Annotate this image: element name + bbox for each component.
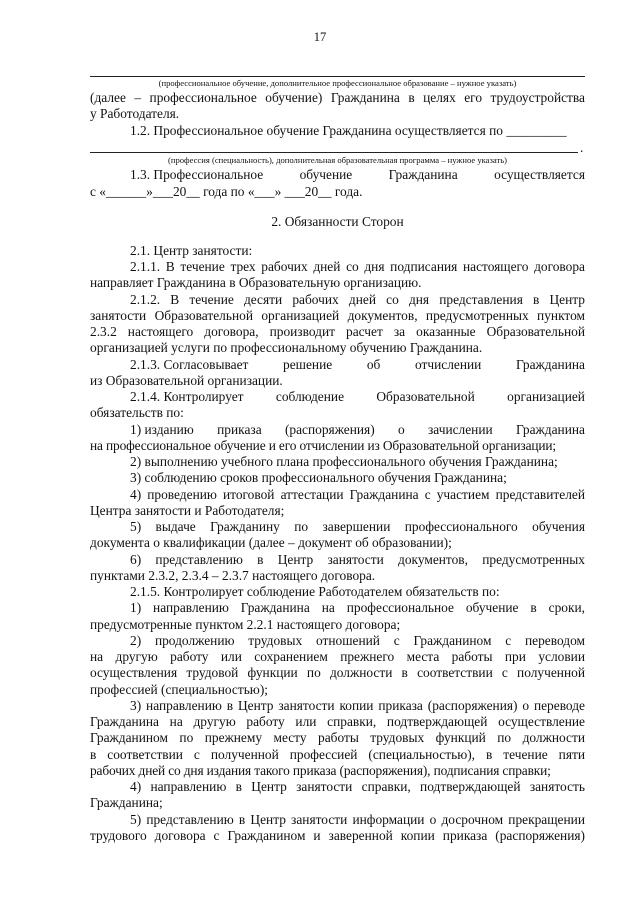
caption-education-type: (профессиональное обучение, дополнительное профессиональное образование – нужное указать) — [158, 78, 517, 88]
word: зачислении — [428, 422, 493, 437]
text-line: Гражданином по прежнему месту работы трудовых функций по должности — [90, 730, 585, 745]
text-line: предусмотренные пунктом 2.2.1 настоящего договора; — [90, 617, 401, 632]
text-line: 1) направлению Гражданина на профессиональное обучение в сроки, — [130, 600, 585, 615]
trailing-dot: . — [580, 140, 584, 155]
word: осуществляется — [494, 167, 585, 182]
text-line: 2.1.5. Контролирует соблюдение Работодателем обязательств по: — [130, 584, 500, 599]
text-line: 5) выдаче Гражданину по завершении профессионального обучения — [130, 519, 585, 534]
text-line: пунктами 2.3.2, 2.3.4 – 2.3.7 настоящего договора. — [90, 568, 376, 583]
word: (распоряжения) — [284, 422, 375, 437]
text-line: Гражданина; — [90, 795, 163, 810]
text-line: с «______»___20__ года по «___» ___20__ года. — [90, 184, 363, 199]
text-line: занятости Образовательной организацией документов, предусмотренных пунктом — [90, 308, 585, 323]
text-line: 2) выполнению учебного плана профессионального обучения Гражданина; — [130, 454, 558, 469]
word: приказа — [217, 422, 262, 437]
text-line: 6) представлению в Центр занятости документов, предусмотренных — [130, 552, 585, 567]
text-line: на другую работу или сохранением прежнего места работы при условии — [90, 649, 585, 664]
word: Гражданина — [388, 167, 458, 182]
text-line: рабочих дней со дня издания такого приказа (распоряжения), подписания справки; — [90, 763, 551, 778]
word: 1) изданию — [130, 422, 194, 437]
word: Гражданина — [515, 357, 585, 372]
word: решение — [283, 357, 333, 372]
caption-profession: (профессия (специальность), дополнительная образовательная программа – нужное указать) — [167, 155, 508, 165]
text-line: у Работодателя. — [90, 106, 180, 121]
word: обучение — [299, 167, 353, 182]
text-line: 4) направлению в Центр занятости справки, подтверждающей занятость — [130, 779, 585, 794]
word: 2.1.3. Согласовывает — [130, 357, 249, 372]
text-line: 2.3.2 настоящего договора, производит расчет за оказанные Образовательной — [90, 324, 585, 339]
word: Образовательной — [376, 389, 475, 404]
page-number: 17 — [313, 30, 327, 44]
text-line: организацией услуги по профессиональному обучению Гражданина. — [90, 340, 483, 355]
text-line: Гражданина на другую работу или справки, подтверждающей осуществление — [90, 714, 585, 729]
text-line: 1.2. Профессиональное обучение Гражданина осуществляется по _________ — [130, 123, 567, 138]
word: организацией — [507, 389, 585, 404]
text-line-spaced — [90, 357, 585, 373]
fill-line-1 — [90, 76, 585, 77]
word: 2.1.4. Контролирует — [130, 389, 244, 404]
word: соблюдение — [275, 389, 345, 404]
section-heading: 2. Обязанности Сторон — [271, 214, 404, 229]
text-line: 2.1. Центр занятости: — [130, 243, 253, 258]
text-line: Центра занятости и Работодателя; — [90, 503, 285, 518]
text-line: 3) соблюдению сроков профессионального обучения Гражданина; — [130, 470, 507, 485]
text-line: 2.1.1. В течение трех рабочих дней со дня подписания настоящего договора — [130, 259, 585, 274]
word: 1.3. Профессиональное — [130, 167, 264, 182]
word: об — [366, 357, 381, 372]
text-line: 4) проведению итоговой аттестации Гражданина с участием представителей — [130, 487, 585, 502]
text-line-spaced — [90, 389, 585, 405]
word: отчислении — [415, 357, 482, 372]
text-line: 5) представлению в Центр занятости информации о досрочном прекращении — [130, 812, 585, 827]
text-line: обязательств по: — [90, 405, 184, 420]
text-line: 2) продолжению трудовых отношений с Гражданином с переводом — [130, 633, 585, 648]
text-line: трудового договора с Гражданином и заверенной копии приказа (распоряжения) — [90, 828, 585, 843]
text-line: 3) направлению в Центр занятости копии приказа (распоряжения) о переводе — [130, 698, 585, 713]
text-line: 2.1.2. В течение десяти рабочих дней со дня представления в Центр — [130, 292, 585, 307]
text-line-spaced — [90, 167, 585, 183]
text-line: из Образовательной организации. — [90, 373, 283, 388]
text-line: на профессиональное обучение и его отчислении из Образовательной организации; — [90, 438, 556, 453]
text-line: в соответствии с полученной профессией (специальностью), в течение пяти — [90, 747, 585, 762]
text-line: профессией (специальностью); — [90, 682, 268, 697]
word: Гражданина — [516, 422, 585, 437]
word: о — [398, 422, 405, 437]
fill-line-2 — [90, 152, 578, 153]
text-line: направляет Гражданина в Образовательную организацию. — [90, 275, 422, 290]
text-line: документа о квалификации (далее – документ об образовании); — [90, 535, 452, 550]
text-line: (далее – профессиональное обучение) Гражданина в целях его трудоустройства — [90, 90, 585, 105]
text-line: осуществления трудовой функции по должности в соответствии с полученной — [90, 665, 585, 680]
text-line-spaced — [90, 422, 585, 438]
